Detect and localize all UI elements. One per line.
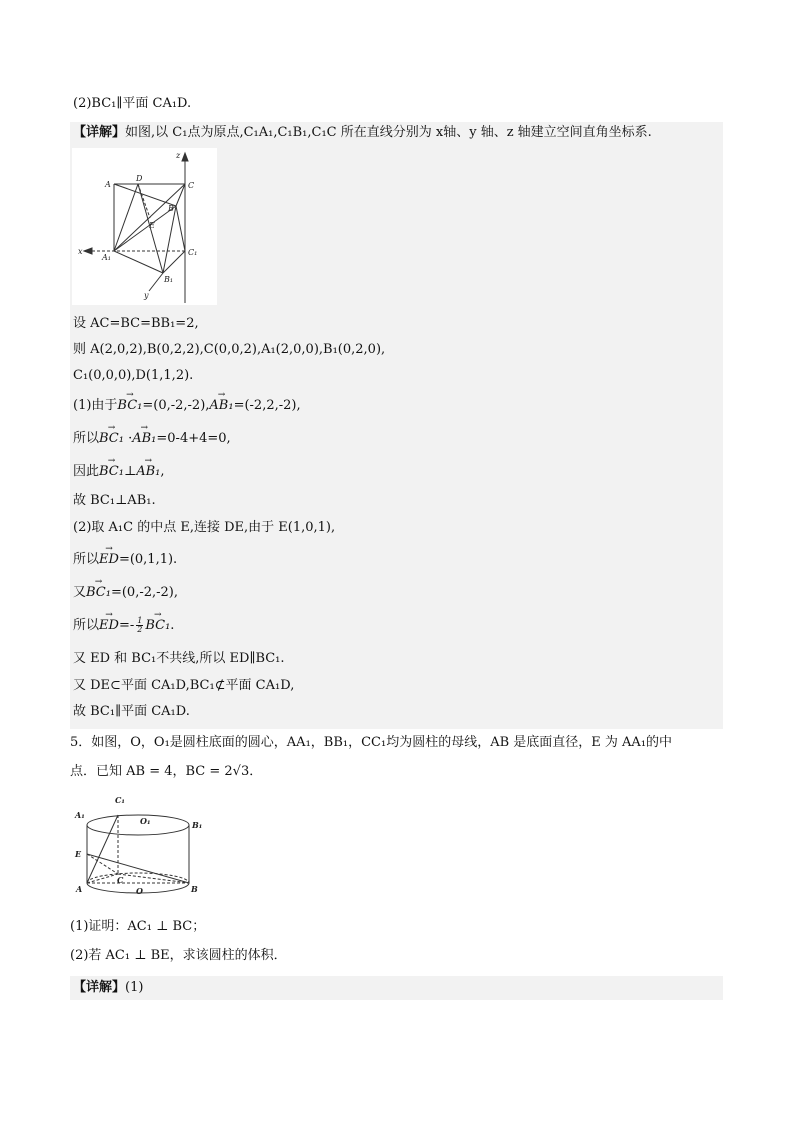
line-text: 故 BC₁∥平面 CA₁D. [73, 704, 190, 719]
text-line [70, 341, 723, 359]
line-text: =(-2,2,-2), [233, 398, 301, 413]
line-text: =(0,-2,-2), [110, 585, 178, 600]
problem-line [70, 733, 723, 753]
line-text: 所以 [73, 552, 100, 567]
text-line [70, 367, 723, 385]
text-line [70, 677, 723, 695]
line-text: (2)BC₁∥平面 CA₁D. [73, 96, 192, 111]
problem-text: 5．如图，O，O₁是圆柱底面的圆心，AA₁，BB₁，CC₁均为圆柱的母线，AB 是底面直径，E 为 AA₁的中 [70, 735, 673, 750]
detail-text: 如图,以 C₁点为原点,C₁A₁,C₁B₁,C₁C 所在直线分别为 x轴、y 轴、z 轴建立空间直角坐标系. [125, 125, 652, 140]
vector-ab1: → AB₁ [132, 430, 156, 448]
question-line [70, 917, 723, 937]
label-A1: A₁ [75, 810, 85, 820]
vector-bc1: → BC₁ [99, 463, 124, 481]
label-B: B [191, 884, 198, 894]
line-text: C₁(0,0,0),D(1,1,2). [73, 368, 194, 383]
label-y: y [144, 291, 149, 300]
line-text: =0-4+4=0, [156, 431, 231, 446]
detail-heading-line [70, 122, 723, 144]
vector-bc1: → BC₁ [86, 584, 111, 602]
denominator: 2 [137, 625, 143, 634]
text-line [70, 397, 723, 415]
text-line [70, 584, 723, 602]
text-line [70, 463, 723, 481]
line-text: 又 [73, 585, 87, 600]
text-line [70, 551, 723, 569]
label-C: C [117, 875, 124, 885]
line-text: 因此 [73, 464, 100, 479]
vector-bc1: → BC₁ [117, 397, 142, 415]
label-C: C [188, 181, 195, 190]
label-E: E [149, 221, 155, 230]
answer-text: (1) [125, 980, 144, 995]
text-line [70, 519, 723, 537]
vector-ab1: → AB₁ [136, 463, 160, 481]
line-text: 则 A(2,0,2),B(0,2,2),C(0,0,2),A₁(2,0,0),B₁(0,2,0), [73, 342, 386, 357]
line-text: (1)由于 [73, 398, 118, 413]
cylinder-figure [72, 795, 212, 900]
label-z: z [176, 151, 181, 160]
label-B1: B₁ [192, 820, 203, 830]
line-text: =(0,-2,-2), [142, 398, 210, 413]
label-D: D [136, 174, 143, 183]
line-text: , [160, 464, 165, 479]
fraction-half [136, 617, 143, 634]
text-line [70, 703, 723, 721]
question-text: (2)若 AC₁ ⊥ BE，求该圆柱的体积． [70, 948, 287, 963]
vector-bc1: → BC₁ [145, 617, 170, 635]
perp-operator: ⊥ [123, 464, 137, 479]
line-text: 所以 [73, 618, 100, 633]
label-C1: C₁ [115, 795, 125, 805]
label-A: A [76, 884, 83, 894]
line-text: 又 DE⊂平面 CA₁D,BC₁⊄平面 CA₁D, [73, 678, 295, 693]
vector-ed: → ED [99, 617, 119, 635]
dot-operator: · [123, 431, 133, 446]
vector-bc1: → BC₁ [99, 430, 124, 448]
numerator: 1 [137, 616, 143, 625]
cube-figure [72, 148, 217, 305]
answer-heading-line [70, 976, 723, 1000]
line-text: (2)取 A₁C 的中点 E,连接 DE,由于 E(1,0,1), [73, 520, 336, 535]
cylinder-diagram [72, 795, 212, 900]
cube-diagram [72, 148, 217, 305]
detail-tag: 【详解】 [73, 125, 126, 140]
label-A1: A₁ [102, 253, 111, 262]
label-E: E [75, 849, 82, 859]
label-B: B [168, 204, 174, 213]
text-line [70, 617, 723, 635]
line-text: . [170, 618, 175, 633]
label-B1: B₁ [164, 275, 174, 284]
label-C1: C₁ [188, 248, 198, 257]
text-line [70, 430, 723, 448]
label-A: A [105, 180, 111, 189]
text-line [70, 95, 723, 113]
vector-ab1: → AB₁ [209, 397, 233, 415]
line-text: =(0,1,1). [118, 552, 178, 567]
text-line [70, 315, 723, 333]
label-x: x [78, 247, 83, 256]
line-text: 设 AC=BC=BB₁=2, [73, 316, 199, 331]
problem-line [70, 762, 723, 782]
line-text: 又 ED 和 BC₁不共线,所以 ED∥BC₁. [73, 651, 285, 666]
line-text: 故 BC₁⊥AB₁. [73, 493, 156, 508]
text-line [70, 492, 723, 510]
label-O1: O₁ [140, 816, 151, 826]
question-text: (1)证明：AC₁ ⊥ BC； [70, 919, 206, 934]
line-text: 所以 [73, 431, 100, 446]
text-line [70, 650, 723, 668]
vector-ed: → ED [99, 551, 119, 569]
line-text: =- [118, 618, 135, 633]
label-O: O [136, 886, 143, 896]
answer-tag: 【详解】 [73, 980, 126, 995]
question-line [70, 946, 723, 966]
problem-text: 点．已知 AB = 4，BC = 2√3． [70, 764, 263, 779]
